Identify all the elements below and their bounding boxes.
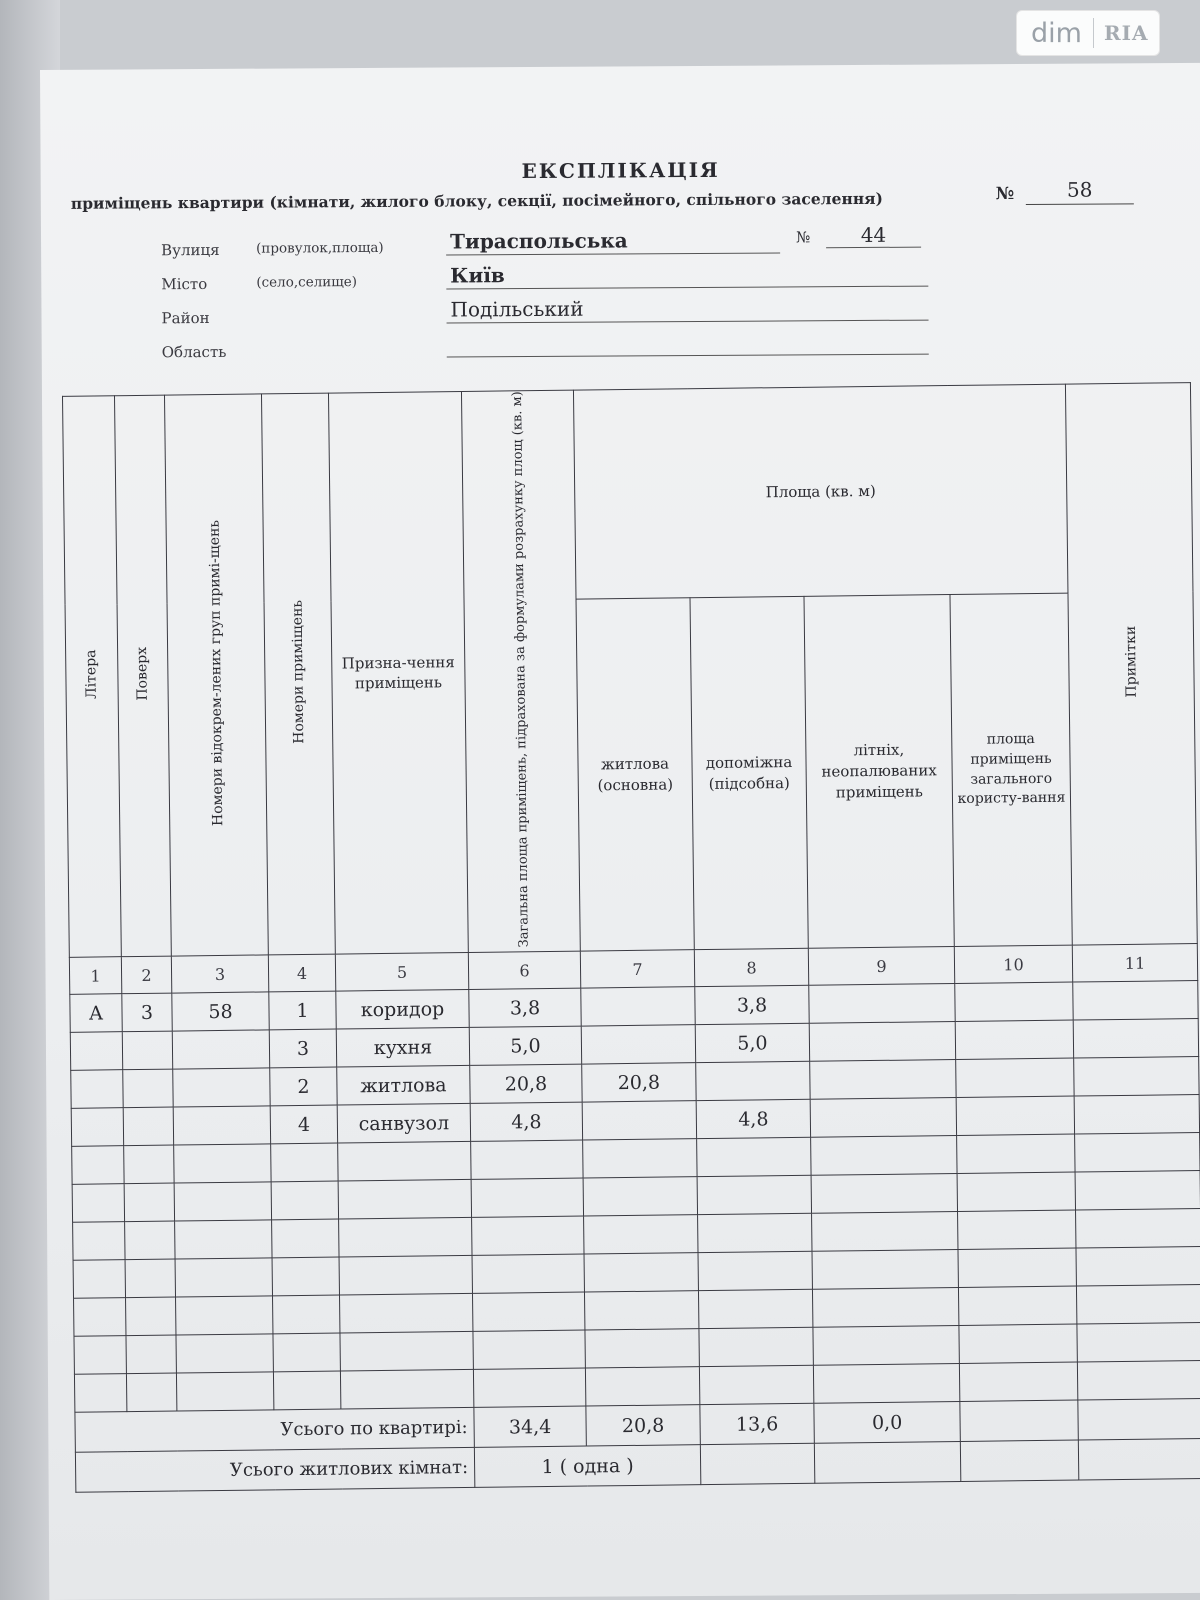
cell-auxiliary-area (697, 1137, 811, 1176)
cell-litera (74, 1374, 126, 1413)
cell-group-number (174, 1182, 271, 1221)
cell-litera (70, 1032, 122, 1071)
empty-cell (700, 1443, 814, 1484)
cell-total-area: 20,8 (470, 1064, 582, 1103)
cell-common-area (955, 982, 1073, 1021)
header-area-group: Площа (кв. м) (573, 384, 1068, 599)
apartment-number-value: 58 (1026, 177, 1134, 205)
cell-group-number (175, 1220, 272, 1259)
cell-notes (1075, 1171, 1200, 1211)
cell-notes (1074, 1057, 1199, 1097)
header-notes: Примітки (1065, 383, 1197, 946)
district-label: Район (161, 308, 210, 328)
street-label: Вулиця (161, 240, 220, 260)
cell-total-area: 5,0 (469, 1026, 581, 1065)
cell-auxiliary-area (698, 1251, 812, 1290)
column-number: 7 (580, 950, 694, 988)
cell-living-area: 20,8 (582, 1063, 696, 1102)
cell-litera (71, 1108, 123, 1147)
cell-common-area (956, 1096, 1074, 1135)
cell-summer-area (809, 1022, 955, 1062)
cell-room-number (273, 1333, 340, 1372)
cell-auxiliary-area (699, 1365, 813, 1404)
document-title: ЕКСПЛІКАЦІЯ (521, 157, 720, 184)
totals-notes (1078, 1399, 1200, 1441)
cell-total-area (472, 1216, 584, 1255)
cell-summer-area (813, 1326, 959, 1366)
watermark-ria-logo: RIA (1104, 21, 1149, 45)
column-number: 9 (808, 947, 954, 986)
totals-label: Усього по квартирі: (75, 1408, 474, 1453)
header-common: площа приміщень загального користу-вання (950, 593, 1072, 947)
column-number: 4 (268, 954, 335, 992)
cell-common-area (958, 1210, 1076, 1249)
cell-room-number (272, 1219, 339, 1258)
city-hint: (село,селище) (256, 274, 358, 291)
street-value: Тираспольська (446, 227, 780, 255)
cell-group-number (173, 1106, 270, 1145)
document-page (40, 63, 1200, 1600)
rooms-count-label: Усього житлових кімнат: (75, 1448, 474, 1493)
cell-common-area (959, 1324, 1077, 1363)
cell-poverkh: 3 (122, 993, 172, 1032)
column-number: 6 (468, 951, 580, 989)
cell-auxiliary-area (698, 1289, 812, 1328)
cell-total-area (472, 1292, 584, 1331)
cell-purpose (339, 1294, 472, 1334)
cell-summer-area (811, 1136, 957, 1176)
cell-litera (74, 1336, 126, 1375)
cell-common-area (958, 1248, 1076, 1287)
cell-purpose: коридор (336, 990, 469, 1030)
cell-poverkh (123, 1107, 173, 1146)
cell-litera (73, 1260, 125, 1299)
watermark-dim-text: dim (1031, 17, 1082, 49)
cell-room-number (271, 1181, 338, 1220)
cell-living-area (583, 1139, 697, 1178)
apartment-number-label: № (995, 184, 1015, 205)
header-poverkh: Поверх (114, 395, 171, 957)
region-value (447, 329, 929, 358)
house-number-value: 44 (826, 223, 921, 249)
totals-common-area (960, 1400, 1079, 1441)
cell-notes (1075, 1133, 1200, 1173)
cell-summer-area (813, 1364, 959, 1404)
cell-room-number: 2 (270, 1067, 337, 1106)
totals-total-area: 34,4 (474, 1406, 586, 1447)
cell-litera (74, 1298, 126, 1337)
cell-common-area (958, 1286, 1076, 1325)
document-subtitle: приміщень квартири (кімнати, жилого блоку, секції, посімейного, спільного заселення) (70, 188, 883, 213)
cell-total-area: 4,8 (470, 1102, 582, 1141)
cell-room-number: 4 (270, 1105, 337, 1144)
cell-room-number: 3 (269, 1029, 336, 1068)
cell-group-number (173, 1068, 270, 1107)
header-total-area: Загальна площа приміщень, підрахована за формулами розрахунку площ (кв. м) (461, 390, 580, 952)
cell-notes (1077, 1361, 1200, 1401)
cell-summer-area (812, 1212, 958, 1252)
cell-room-number (272, 1257, 339, 1296)
column-number: 8 (694, 948, 808, 986)
cell-poverkh (124, 1145, 174, 1184)
cell-poverkh (126, 1297, 176, 1336)
cell-group-number (176, 1372, 273, 1411)
explication-table (62, 382, 1200, 1493)
cell-living-area (582, 1101, 696, 1140)
cell-purpose (340, 1332, 473, 1372)
totals-auxiliary-area: 13,6 (700, 1403, 814, 1444)
cell-living-area (584, 1291, 698, 1330)
cell-purpose (339, 1256, 472, 1296)
header-summer: літніх, неопалюваних приміщень (804, 594, 954, 948)
column-number: 1 (69, 957, 121, 995)
cell-room-number: 1 (269, 991, 336, 1030)
column-number: 3 (171, 955, 268, 993)
cell-room-number (271, 1143, 338, 1182)
cell-purpose (338, 1142, 471, 1182)
cell-common-area (957, 1172, 1075, 1211)
totals-summer-area: 0,0 (814, 1402, 960, 1444)
cell-poverkh (126, 1335, 176, 1374)
cell-auxiliary-area: 3,8 (695, 985, 809, 1024)
region-label: Область (161, 342, 227, 362)
dim-ria-watermark (1016, 10, 1160, 56)
cell-poverkh (122, 1031, 172, 1070)
cell-group-number: 58 (172, 992, 269, 1031)
header-groups: Номери відокрем-лених груп примі-щень (164, 394, 268, 956)
cell-total-area (471, 1140, 583, 1179)
cell-group-number (174, 1144, 271, 1183)
cell-auxiliary-area (696, 1061, 810, 1100)
house-number-label: № (795, 228, 811, 247)
cell-common-area (955, 1020, 1073, 1059)
cell-litera: А (70, 994, 122, 1033)
cell-room-number (273, 1371, 340, 1410)
column-number: 11 (1072, 944, 1197, 983)
empty-cell (814, 1442, 960, 1484)
cell-notes (1077, 1323, 1200, 1363)
cell-litera (71, 1070, 123, 1109)
city-value: Київ (446, 261, 928, 290)
cell-total-area: 3,8 (469, 988, 581, 1027)
header-auxiliary: допоміжна (підсобна) (690, 596, 808, 950)
cell-common-area (959, 1362, 1077, 1401)
cell-notes (1074, 1095, 1199, 1135)
table-body (70, 981, 1200, 1413)
cell-auxiliary-area (697, 1175, 811, 1214)
cell-litera (72, 1146, 124, 1185)
cell-group-number (175, 1258, 272, 1297)
rooms-count-value: 1 ( одна ) (474, 1445, 700, 1488)
header-purpose: Призна-чення приміщень (328, 391, 468, 954)
cell-summer-area (810, 1060, 956, 1100)
cell-total-area (473, 1330, 585, 1369)
cell-purpose: санвузол (337, 1104, 470, 1144)
cell-auxiliary-area (698, 1213, 812, 1252)
cell-purpose (339, 1218, 472, 1258)
cell-notes (1076, 1247, 1200, 1287)
cell-litera (72, 1184, 124, 1223)
column-number: 10 (954, 945, 1072, 983)
cell-common-area (957, 1134, 1075, 1173)
street-hint: (провулок,площа) (256, 239, 384, 257)
header-litera: Літера (62, 396, 121, 958)
totals-living-area: 20,8 (586, 1405, 700, 1446)
cell-poverkh (125, 1259, 175, 1298)
cell-living-area (585, 1367, 699, 1406)
cell-group-number (176, 1296, 273, 1335)
cell-litera (73, 1222, 125, 1261)
cell-purpose: житлова (337, 1066, 470, 1106)
header-living: житлова (основна) (576, 598, 694, 952)
cell-notes (1076, 1285, 1200, 1325)
cell-notes (1073, 981, 1198, 1021)
cell-summer-area (809, 984, 955, 1024)
cell-summer-area (810, 1098, 956, 1138)
cell-living-area (583, 1177, 697, 1216)
city-label: Місто (161, 274, 208, 294)
cell-poverkh (123, 1069, 173, 1108)
cell-auxiliary-area (699, 1327, 813, 1366)
cell-group-number (172, 1030, 269, 1069)
cell-notes (1076, 1209, 1200, 1249)
header-rooms: Номери приміщень (261, 393, 335, 955)
cell-summer-area (812, 1288, 958, 1328)
cell-purpose (340, 1370, 473, 1410)
cell-living-area (581, 987, 695, 1026)
cell-living-area (581, 1025, 695, 1064)
cell-purpose (338, 1180, 471, 1220)
cell-purpose: кухня (336, 1028, 469, 1068)
cell-poverkh (124, 1183, 174, 1222)
cell-living-area (585, 1329, 699, 1368)
cell-total-area (472, 1254, 584, 1293)
cell-total-area (473, 1368, 585, 1407)
cell-auxiliary-area: 5,0 (695, 1023, 809, 1062)
cell-notes (1073, 1019, 1198, 1059)
cell-common-area (956, 1058, 1074, 1097)
cell-poverkh (126, 1373, 176, 1412)
cell-living-area (584, 1253, 698, 1292)
district-value: Подільський (446, 295, 928, 324)
cell-summer-area (811, 1174, 957, 1214)
table-header-row (62, 383, 1192, 606)
column-number: 5 (335, 953, 468, 992)
cell-poverkh (125, 1221, 175, 1260)
cell-room-number (273, 1295, 340, 1334)
column-number: 2 (121, 956, 171, 994)
empty-cell (960, 1440, 1079, 1481)
cell-group-number (176, 1334, 273, 1373)
cell-living-area (584, 1215, 698, 1254)
cell-auxiliary-area: 4,8 (696, 1099, 810, 1138)
cell-summer-area (812, 1250, 958, 1290)
empty-cell (1078, 1439, 1200, 1481)
cell-total-area (471, 1178, 583, 1217)
